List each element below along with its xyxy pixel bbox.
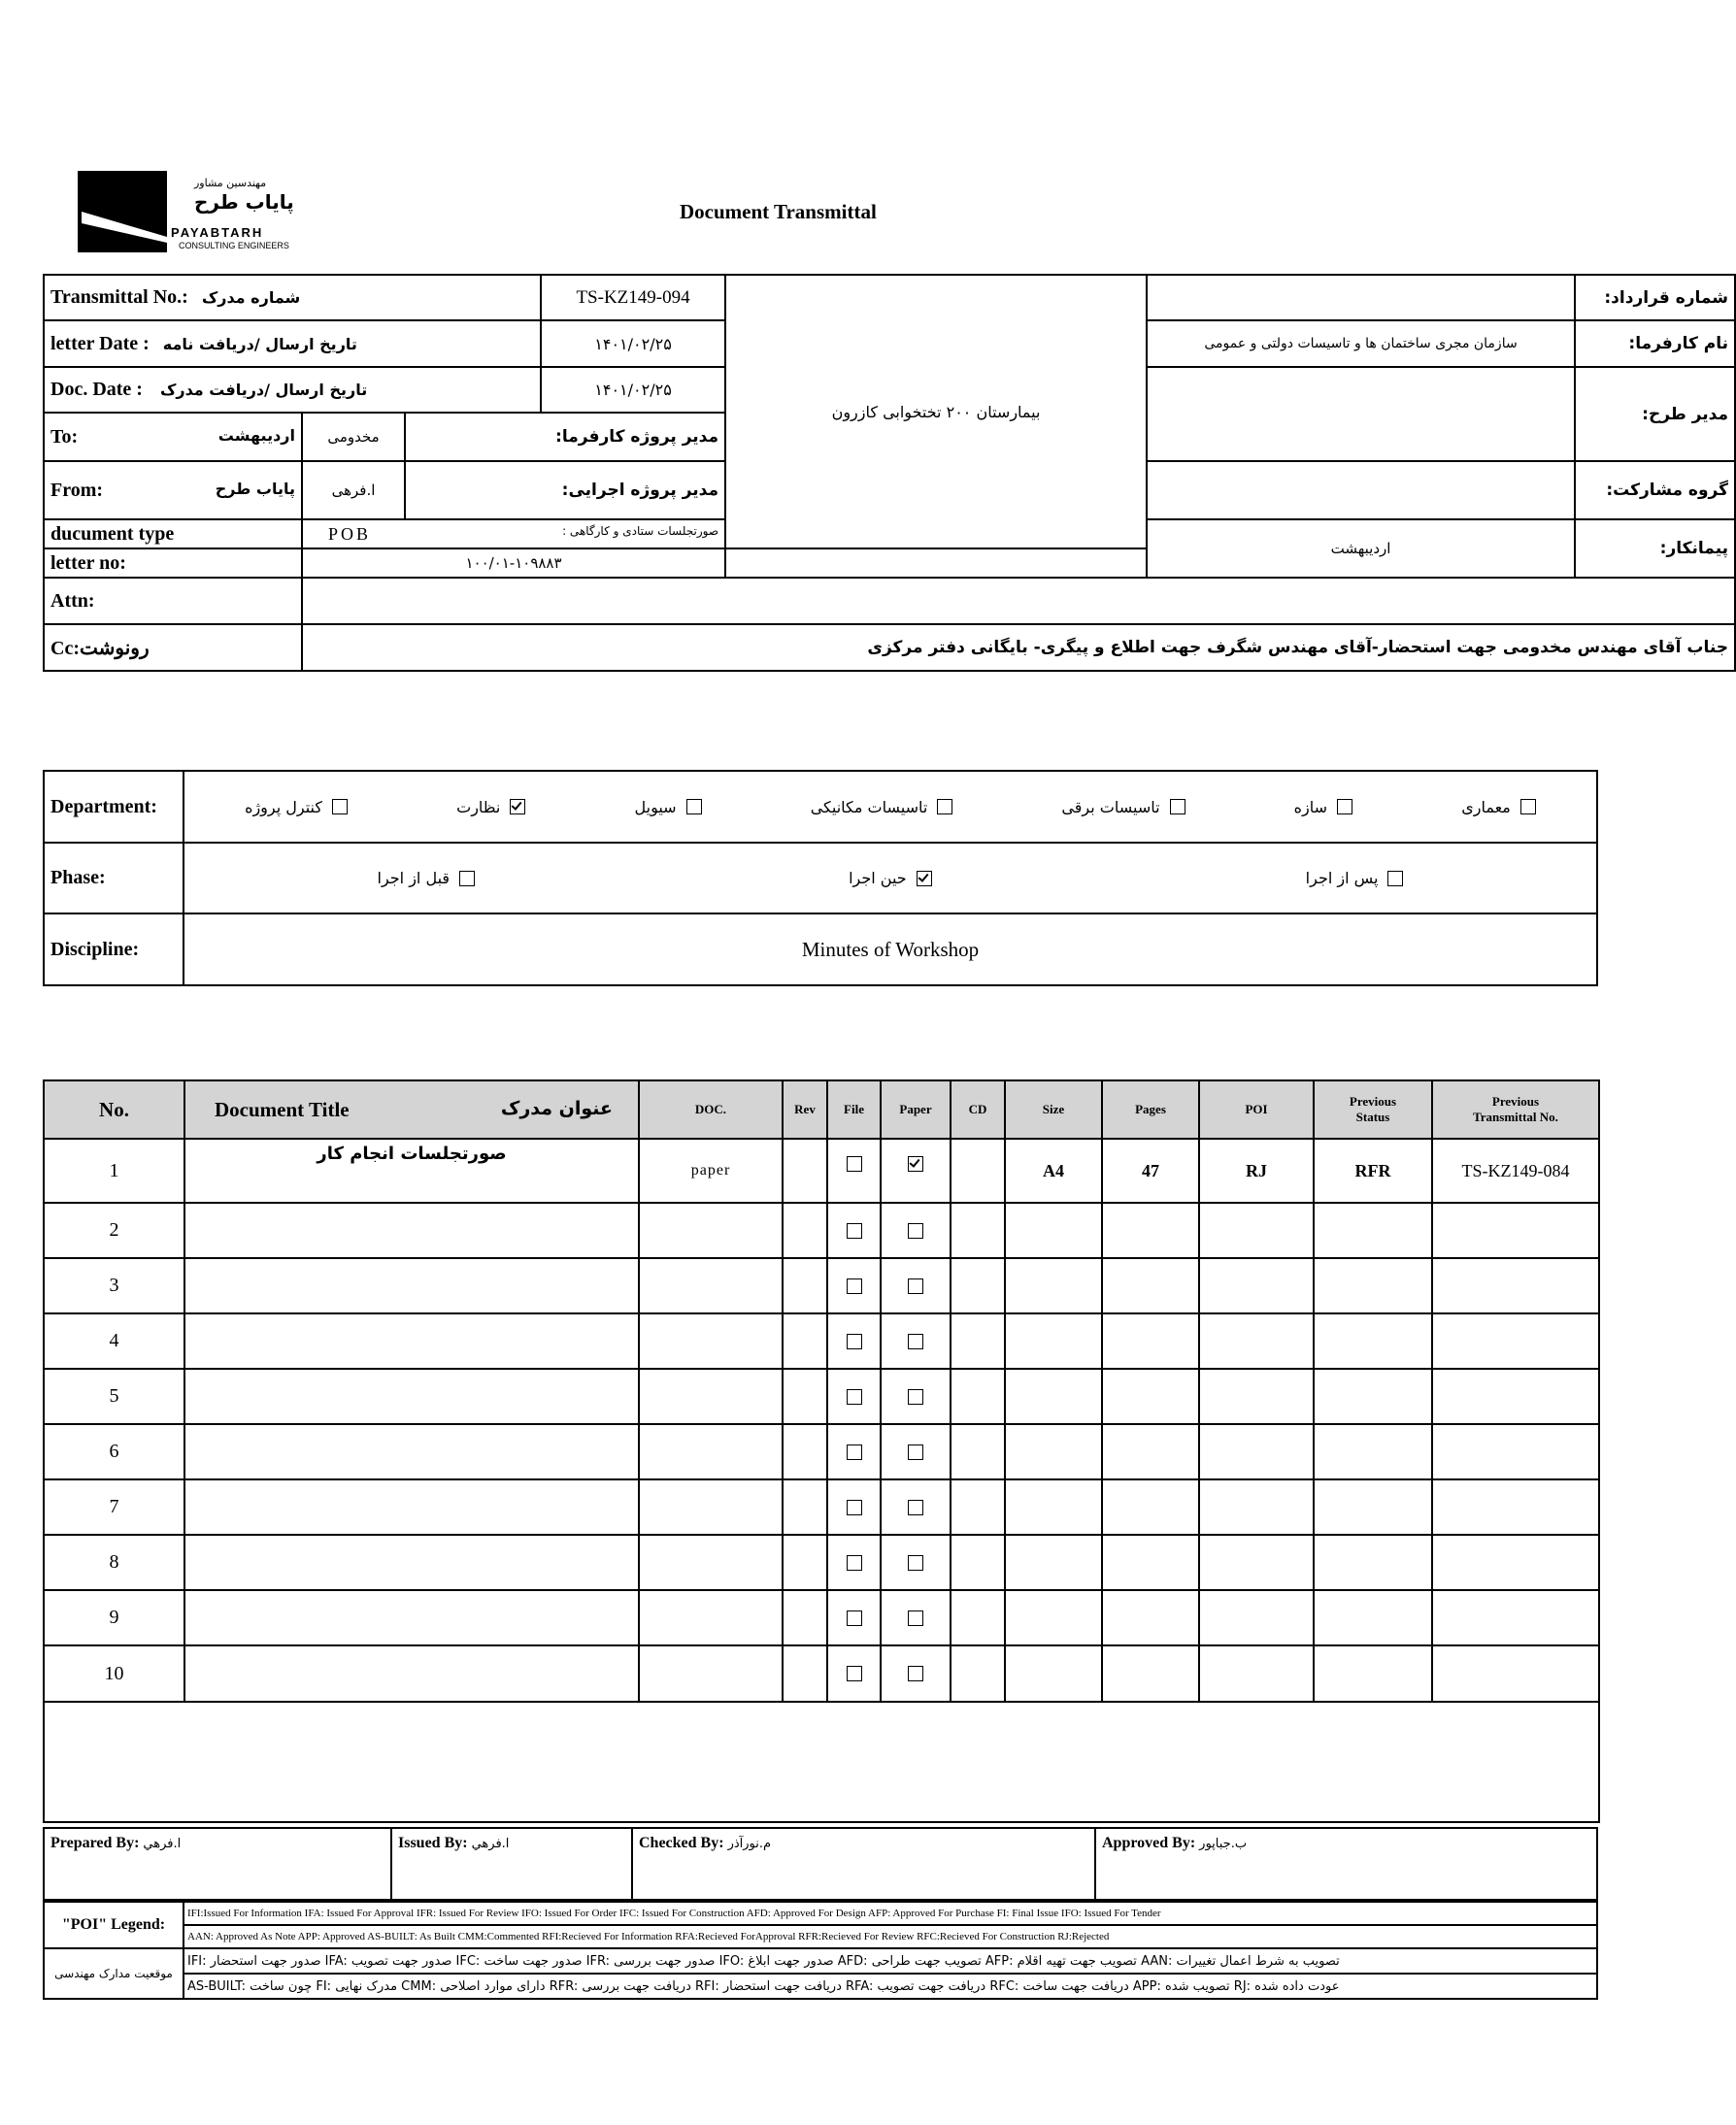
cell-pages <box>1102 1258 1199 1313</box>
cell-prev-status <box>1314 1313 1432 1369</box>
logo-en-sub: CONSULTING ENGINEERS <box>179 241 289 250</box>
from-person: ا.فرهی <box>302 461 405 519</box>
paper-checkbox[interactable] <box>908 1223 923 1239</box>
cell-title <box>184 1535 639 1590</box>
paper-checkbox[interactable] <box>908 1389 923 1405</box>
table-row <box>44 1535 1599 1590</box>
phase-option-label: قبل از اجرا <box>377 869 451 887</box>
logo-en-name: PAYABTARH <box>171 225 264 240</box>
cc-value: جناب آقای مهندس مخدومی جهت استحضار-آقای مهندس شگرف جهت اطلاع و پیگری- بایگانی دفتر مرکزی <box>302 624 1735 671</box>
employer-value: سازمان مجری ساختمان ها و تاسیسات دولتی و عمومی <box>1147 320 1575 367</box>
cell-file <box>827 1535 881 1590</box>
cell-rev <box>783 1369 827 1424</box>
phase-option-label: پس از اجرا <box>1305 869 1379 887</box>
issued-by: Issued By: ا.فرهي <box>391 1828 632 1900</box>
documents-table <box>43 1079 1600 1823</box>
logo-mark <box>78 171 167 252</box>
cell-prev-status <box>1314 1645 1432 1702</box>
department-checkbox[interactable] <box>686 799 702 814</box>
cell-poi <box>1199 1369 1314 1424</box>
table-row <box>44 1258 1599 1313</box>
paper-checkbox[interactable] <box>908 1156 923 1172</box>
to-role: مدیر پروژه کارفرما: <box>405 413 725 461</box>
department-option-label: نظارت <box>456 797 501 816</box>
cell-title <box>184 1645 639 1702</box>
cell-title <box>184 1313 639 1369</box>
department-checkbox[interactable] <box>1520 799 1536 814</box>
doc-type-cell: POB صورتجلسات ستادی و کارگاهی : <box>302 519 725 548</box>
letter-no-value: ۱۰۰/۰۱-۱۰۹۸۸۳ <box>302 548 725 578</box>
file-checkbox[interactable] <box>847 1500 862 1515</box>
department-option[interactable] <box>456 798 525 816</box>
phase-option[interactable] <box>378 869 476 887</box>
logo-fa-small: مهندسین مشاور <box>194 177 267 189</box>
signature-table <box>43 1827 1598 1901</box>
legend-table <box>43 1901 1598 2000</box>
cell-paper <box>881 1645 951 1702</box>
cell-rev <box>783 1258 827 1313</box>
info-table <box>43 274 1736 672</box>
cell-prev-status <box>1314 1369 1432 1424</box>
paper-checkbox[interactable] <box>908 1444 923 1460</box>
legend-line-4: AS-BUILT: چون ساخت FI: مدرک نهایی CMM: دارای موارد اصلاحی RFR: دریافت جهت بررسی RFI: دریافت جهت استحضار RFA: دریافت جهت تصویب RFC: دریافت جهت ساخت APP: تصویب شده RJ: عودت داده شده <box>184 1974 1597 1999</box>
col-size: Size <box>1005 1080 1102 1139</box>
table-row <box>44 1424 1599 1479</box>
cell-title <box>184 1424 639 1479</box>
department-option[interactable] <box>635 798 702 816</box>
design-manager-label: مدیر طرح: <box>1575 367 1735 461</box>
cell-prev-trans <box>1432 1258 1599 1313</box>
cell-prev-trans <box>1432 1313 1599 1369</box>
cell-paper <box>881 1258 951 1313</box>
from-cell: From: پایاب طرح <box>44 461 302 519</box>
cell-prev-trans <box>1432 1479 1599 1535</box>
doc-type-label: ducument type <box>44 519 302 548</box>
prepared-by: Prepared By: ا.فرهي <box>44 1828 391 1900</box>
department-row <box>190 798 1590 816</box>
table-row <box>44 1313 1599 1369</box>
file-checkbox[interactable] <box>847 1555 862 1571</box>
cell-poi <box>1199 1203 1314 1258</box>
col-prev-status: Previous Status <box>1314 1080 1432 1139</box>
cell-title: صورتجلسات انجام کار <box>184 1139 639 1203</box>
attn-label: Attn: <box>44 578 302 624</box>
paper-checkbox[interactable] <box>908 1500 923 1515</box>
cell-doc <box>639 1369 783 1424</box>
cell-size <box>1005 1590 1102 1645</box>
doc-date-cell: Doc. Date : تاریخ ارسال /دریافت مدرک <box>44 367 541 413</box>
cell-file <box>827 1424 881 1479</box>
col-paper: Paper <box>881 1080 951 1139</box>
cell-no: 7 <box>44 1479 184 1535</box>
cell-prev-trans: TS-KZ149-084 <box>1432 1139 1599 1203</box>
cell-pages <box>1102 1313 1199 1369</box>
cell-title <box>184 1258 639 1313</box>
file-checkbox[interactable] <box>847 1223 862 1239</box>
page-title: Document Transmittal <box>680 200 877 223</box>
approved-by: Approved By: ب.جباپور <box>1095 1828 1597 1900</box>
cell-no: 1 <box>44 1139 184 1203</box>
department-checkbox[interactable] <box>1170 799 1185 814</box>
doc-date-value: ۱۴۰۱/۰۲/۲۵ <box>541 367 725 413</box>
cell-prev-trans <box>1432 1535 1599 1590</box>
department-checkbox[interactable] <box>510 799 525 814</box>
file-checkbox[interactable] <box>847 1278 862 1294</box>
cell-cd <box>951 1313 1005 1369</box>
cell-doc <box>639 1479 783 1535</box>
logo <box>78 171 301 254</box>
department-checkbox[interactable] <box>332 799 348 814</box>
table-row <box>44 1479 1599 1535</box>
col-cd: CD <box>951 1080 1005 1139</box>
department-option[interactable] <box>1461 798 1536 816</box>
document-rows <box>44 1139 1599 1702</box>
cell-size <box>1005 1258 1102 1313</box>
to-person: مخدومی <box>302 413 405 461</box>
cell-paper <box>881 1479 951 1535</box>
cell-doc <box>639 1258 783 1313</box>
cell-file <box>827 1203 881 1258</box>
checked-by: Checked By: م.نورآذر <box>632 1828 1095 1900</box>
cell-pages <box>1102 1369 1199 1424</box>
cell-size <box>1005 1313 1102 1369</box>
department-option-label: کنترل پروژه <box>245 797 322 816</box>
cell-paper <box>881 1203 951 1258</box>
cell-file <box>827 1369 881 1424</box>
cell-no: 3 <box>44 1258 184 1313</box>
cell-paper <box>881 1535 951 1590</box>
cell-prev-status <box>1314 1424 1432 1479</box>
cell-file <box>827 1590 881 1645</box>
cell-file <box>827 1139 881 1203</box>
phase-option[interactable] <box>849 869 932 887</box>
cell-size: A4 <box>1005 1139 1102 1203</box>
cell-pages <box>1102 1479 1199 1535</box>
cell-no: 8 <box>44 1535 184 1590</box>
paper-checkbox[interactable] <box>908 1334 923 1349</box>
cell-pages <box>1102 1203 1199 1258</box>
file-checkbox[interactable] <box>847 1389 862 1405</box>
table-row <box>44 1203 1599 1258</box>
cell-prev-trans <box>1432 1645 1599 1702</box>
phase-row <box>190 869 1590 887</box>
col-title: Document Title عنوان مدرک <box>184 1080 639 1139</box>
cell-paper <box>881 1369 951 1424</box>
cell-cd <box>951 1590 1005 1645</box>
file-checkbox[interactable] <box>847 1666 862 1681</box>
department-option-label: تاسیسات برقی <box>1061 797 1160 816</box>
cell-no: 4 <box>44 1313 184 1369</box>
table-row <box>44 1645 1599 1702</box>
col-no: No. <box>44 1080 184 1139</box>
cc-label: Cc:رونوشت <box>44 624 302 671</box>
cell-paper <box>881 1424 951 1479</box>
cell-prev-trans <box>1432 1424 1599 1479</box>
cell-pages <box>1102 1590 1199 1645</box>
cell-cd <box>951 1424 1005 1479</box>
cell-cd <box>951 1258 1005 1313</box>
cell-pages: 47 <box>1102 1139 1199 1203</box>
phase-option-label: حین اجرا <box>849 869 907 887</box>
cell-cd <box>951 1535 1005 1590</box>
col-file: File <box>827 1080 881 1139</box>
phase-label: Phase: <box>44 843 184 913</box>
cell-prev-status <box>1314 1258 1432 1313</box>
logo-fa-name: پایاب طرح <box>194 190 294 214</box>
cell-doc <box>639 1424 783 1479</box>
department-option[interactable] <box>245 798 348 816</box>
cell-title <box>184 1479 639 1535</box>
cell-title <box>184 1203 639 1258</box>
cell-prev-trans <box>1432 1203 1599 1258</box>
cell-rev <box>783 1590 827 1645</box>
cell-cd <box>951 1139 1005 1203</box>
cell-size <box>1005 1369 1102 1424</box>
cell-size <box>1005 1535 1102 1590</box>
cell-cd <box>951 1479 1005 1535</box>
cell-title <box>184 1369 639 1424</box>
cell-size <box>1005 1645 1102 1702</box>
cell-prev-status <box>1314 1203 1432 1258</box>
file-checkbox[interactable] <box>847 1610 862 1626</box>
attn-value <box>302 578 1735 624</box>
department-option-label: معماری <box>1461 797 1511 816</box>
classification-table <box>43 770 1598 986</box>
cell-prev-status <box>1314 1535 1432 1590</box>
cell-no: 9 <box>44 1590 184 1645</box>
project-name: بیمارستان ۲۰۰ تختخوابی کازرون <box>725 275 1147 548</box>
cell-pages <box>1102 1424 1199 1479</box>
contract-no-value <box>1147 275 1575 320</box>
cell-size <box>1005 1203 1102 1258</box>
cell-prev-trans <box>1432 1369 1599 1424</box>
phase-options <box>184 843 1597 913</box>
cell-doc: paper <box>639 1139 783 1203</box>
cell-doc <box>639 1313 783 1369</box>
cell-no: 6 <box>44 1424 184 1479</box>
cell-paper <box>881 1590 951 1645</box>
cell-poi: RJ <box>1199 1139 1314 1203</box>
contractor-value: اردیبهشت <box>1147 519 1575 578</box>
cell-paper <box>881 1313 951 1369</box>
cell-prev-status: RFR <box>1314 1139 1432 1203</box>
transmittal-no-value: TS-KZ149-094 <box>541 275 725 320</box>
cell-poi <box>1199 1590 1314 1645</box>
letter-no-label: letter no: <box>44 548 302 578</box>
cell-cd <box>951 1203 1005 1258</box>
cell-poi <box>1199 1258 1314 1313</box>
cell-pages <box>1102 1535 1199 1590</box>
cell-rev <box>783 1479 827 1535</box>
col-prev-trans: Previous Transmittal No. <box>1432 1080 1599 1139</box>
department-checkbox[interactable] <box>1337 799 1352 814</box>
legend-line-3: IFI: صدور جهت استحضار IFA: صدور جهت تصویب IFC: صدور جهت ساخت IFR: صدور جهت بررسی IFO: صدور جهت ابلاغ AFD: تصویب جهت طراحی AFP: تصویب جهت تهیه اقلام AAN: تصویب به شرط اعمال تغییرات <box>184 1948 1597 1974</box>
cell-poi <box>1199 1424 1314 1479</box>
letter-date-cell: letter Date : تاریخ ارسال /دریافت نامه <box>44 320 541 367</box>
file-checkbox[interactable] <box>847 1444 862 1460</box>
letter-date-value: ۱۴۰۱/۰۲/۲۵ <box>541 320 725 367</box>
cell-poi <box>1199 1645 1314 1702</box>
cell-cd <box>951 1369 1005 1424</box>
to-cell: To: اردیبهشت <box>44 413 302 461</box>
cell-file <box>827 1645 881 1702</box>
design-manager-value <box>1147 367 1575 461</box>
cell-file <box>827 1479 881 1535</box>
department-option[interactable] <box>811 798 953 816</box>
cell-doc <box>639 1535 783 1590</box>
contractor-label: پیمانکار: <box>1575 519 1735 578</box>
cell-pages <box>1102 1645 1199 1702</box>
paper-checkbox[interactable] <box>908 1278 923 1294</box>
cell-rev <box>783 1424 827 1479</box>
cell-paper <box>881 1139 951 1203</box>
cell-no: 5 <box>44 1369 184 1424</box>
discipline-value: Minutes of Workshop <box>184 913 1597 985</box>
department-options <box>184 771 1597 843</box>
blank-cell <box>725 548 1147 578</box>
table-row <box>44 1369 1599 1424</box>
cell-cd <box>951 1645 1005 1702</box>
employer-label: نام کارفرما: <box>1575 320 1735 367</box>
cell-no: 10 <box>44 1645 184 1702</box>
cell-poi <box>1199 1535 1314 1590</box>
cell-size <box>1005 1424 1102 1479</box>
cell-doc <box>639 1645 783 1702</box>
cell-doc <box>639 1590 783 1645</box>
file-checkbox[interactable] <box>847 1334 862 1349</box>
cell-poi <box>1199 1479 1314 1535</box>
phase-option[interactable] <box>1306 869 1404 887</box>
department-option-label: تاسیسات مکانیکی <box>810 797 928 816</box>
blank-area <box>44 1702 1599 1822</box>
table-row <box>44 1590 1599 1645</box>
cell-rev <box>783 1139 827 1203</box>
legend-line-2: AAN: Approved As Note APP: Approved AS-BUILT: As Built CMM:Commented RFI:Recieved For Information RFA:Recieved ForApproval RFR:Recieved For Review RFC:Recieved For Construction RJ:Rejected <box>184 1925 1597 1948</box>
department-checkbox[interactable] <box>937 799 952 814</box>
transmittal-no-cell: Transmittal No.: شماره مدرک <box>44 275 541 320</box>
cell-rev <box>783 1645 827 1702</box>
legend-fa-label: موقعیت مدارک مهندسی <box>44 1948 184 1999</box>
cell-prev-status <box>1314 1590 1432 1645</box>
paper-checkbox[interactable] <box>908 1555 923 1571</box>
cell-prev-trans <box>1432 1590 1599 1645</box>
discipline-label: Discipline: <box>44 913 184 985</box>
paper-checkbox[interactable] <box>908 1666 923 1681</box>
cell-no: 2 <box>44 1203 184 1258</box>
table-row <box>44 1139 1599 1203</box>
partnership-label: گروه مشارکت: <box>1575 461 1735 519</box>
poi-legend-label: "POI" Legend: <box>44 1902 184 1948</box>
phase-checkbox[interactable] <box>459 871 475 886</box>
col-doc: DOC. <box>639 1080 783 1139</box>
file-checkbox[interactable] <box>847 1156 862 1172</box>
cell-file <box>827 1258 881 1313</box>
department-option-label: سیویل <box>634 797 677 816</box>
partnership-value <box>1147 461 1575 519</box>
cell-rev <box>783 1203 827 1258</box>
cell-size <box>1005 1479 1102 1535</box>
department-label: Department: <box>44 771 184 843</box>
cell-rev <box>783 1535 827 1590</box>
col-poi: POI <box>1199 1080 1314 1139</box>
cell-title <box>184 1590 639 1645</box>
col-pages: Pages <box>1102 1080 1199 1139</box>
col-rev: Rev <box>783 1080 827 1139</box>
legend-line-1: IFI:Issued For Information IFA: Issued For Approval IFR: Issued For Review IFO: Issued For Order IFC: Issued For Construction AFD: Approved For Design AFP: Approved For Purchase FI: Final Issue IFO: Issued For Tender <box>184 1902 1597 1925</box>
cell-file <box>827 1313 881 1369</box>
department-option[interactable] <box>1294 798 1352 816</box>
cell-rev <box>783 1313 827 1369</box>
cell-doc <box>639 1203 783 1258</box>
phase-checkbox[interactable] <box>1387 871 1403 886</box>
cell-poi <box>1199 1313 1314 1369</box>
department-option[interactable] <box>1061 798 1185 816</box>
contract-no-label: شماره قرارداد: <box>1575 275 1735 320</box>
department-option-label: سازه <box>1293 797 1328 816</box>
phase-checkbox[interactable] <box>917 871 932 886</box>
paper-checkbox[interactable] <box>908 1610 923 1626</box>
from-role: مدیر پروژه اجرایی: <box>405 461 725 519</box>
cell-prev-status <box>1314 1479 1432 1535</box>
